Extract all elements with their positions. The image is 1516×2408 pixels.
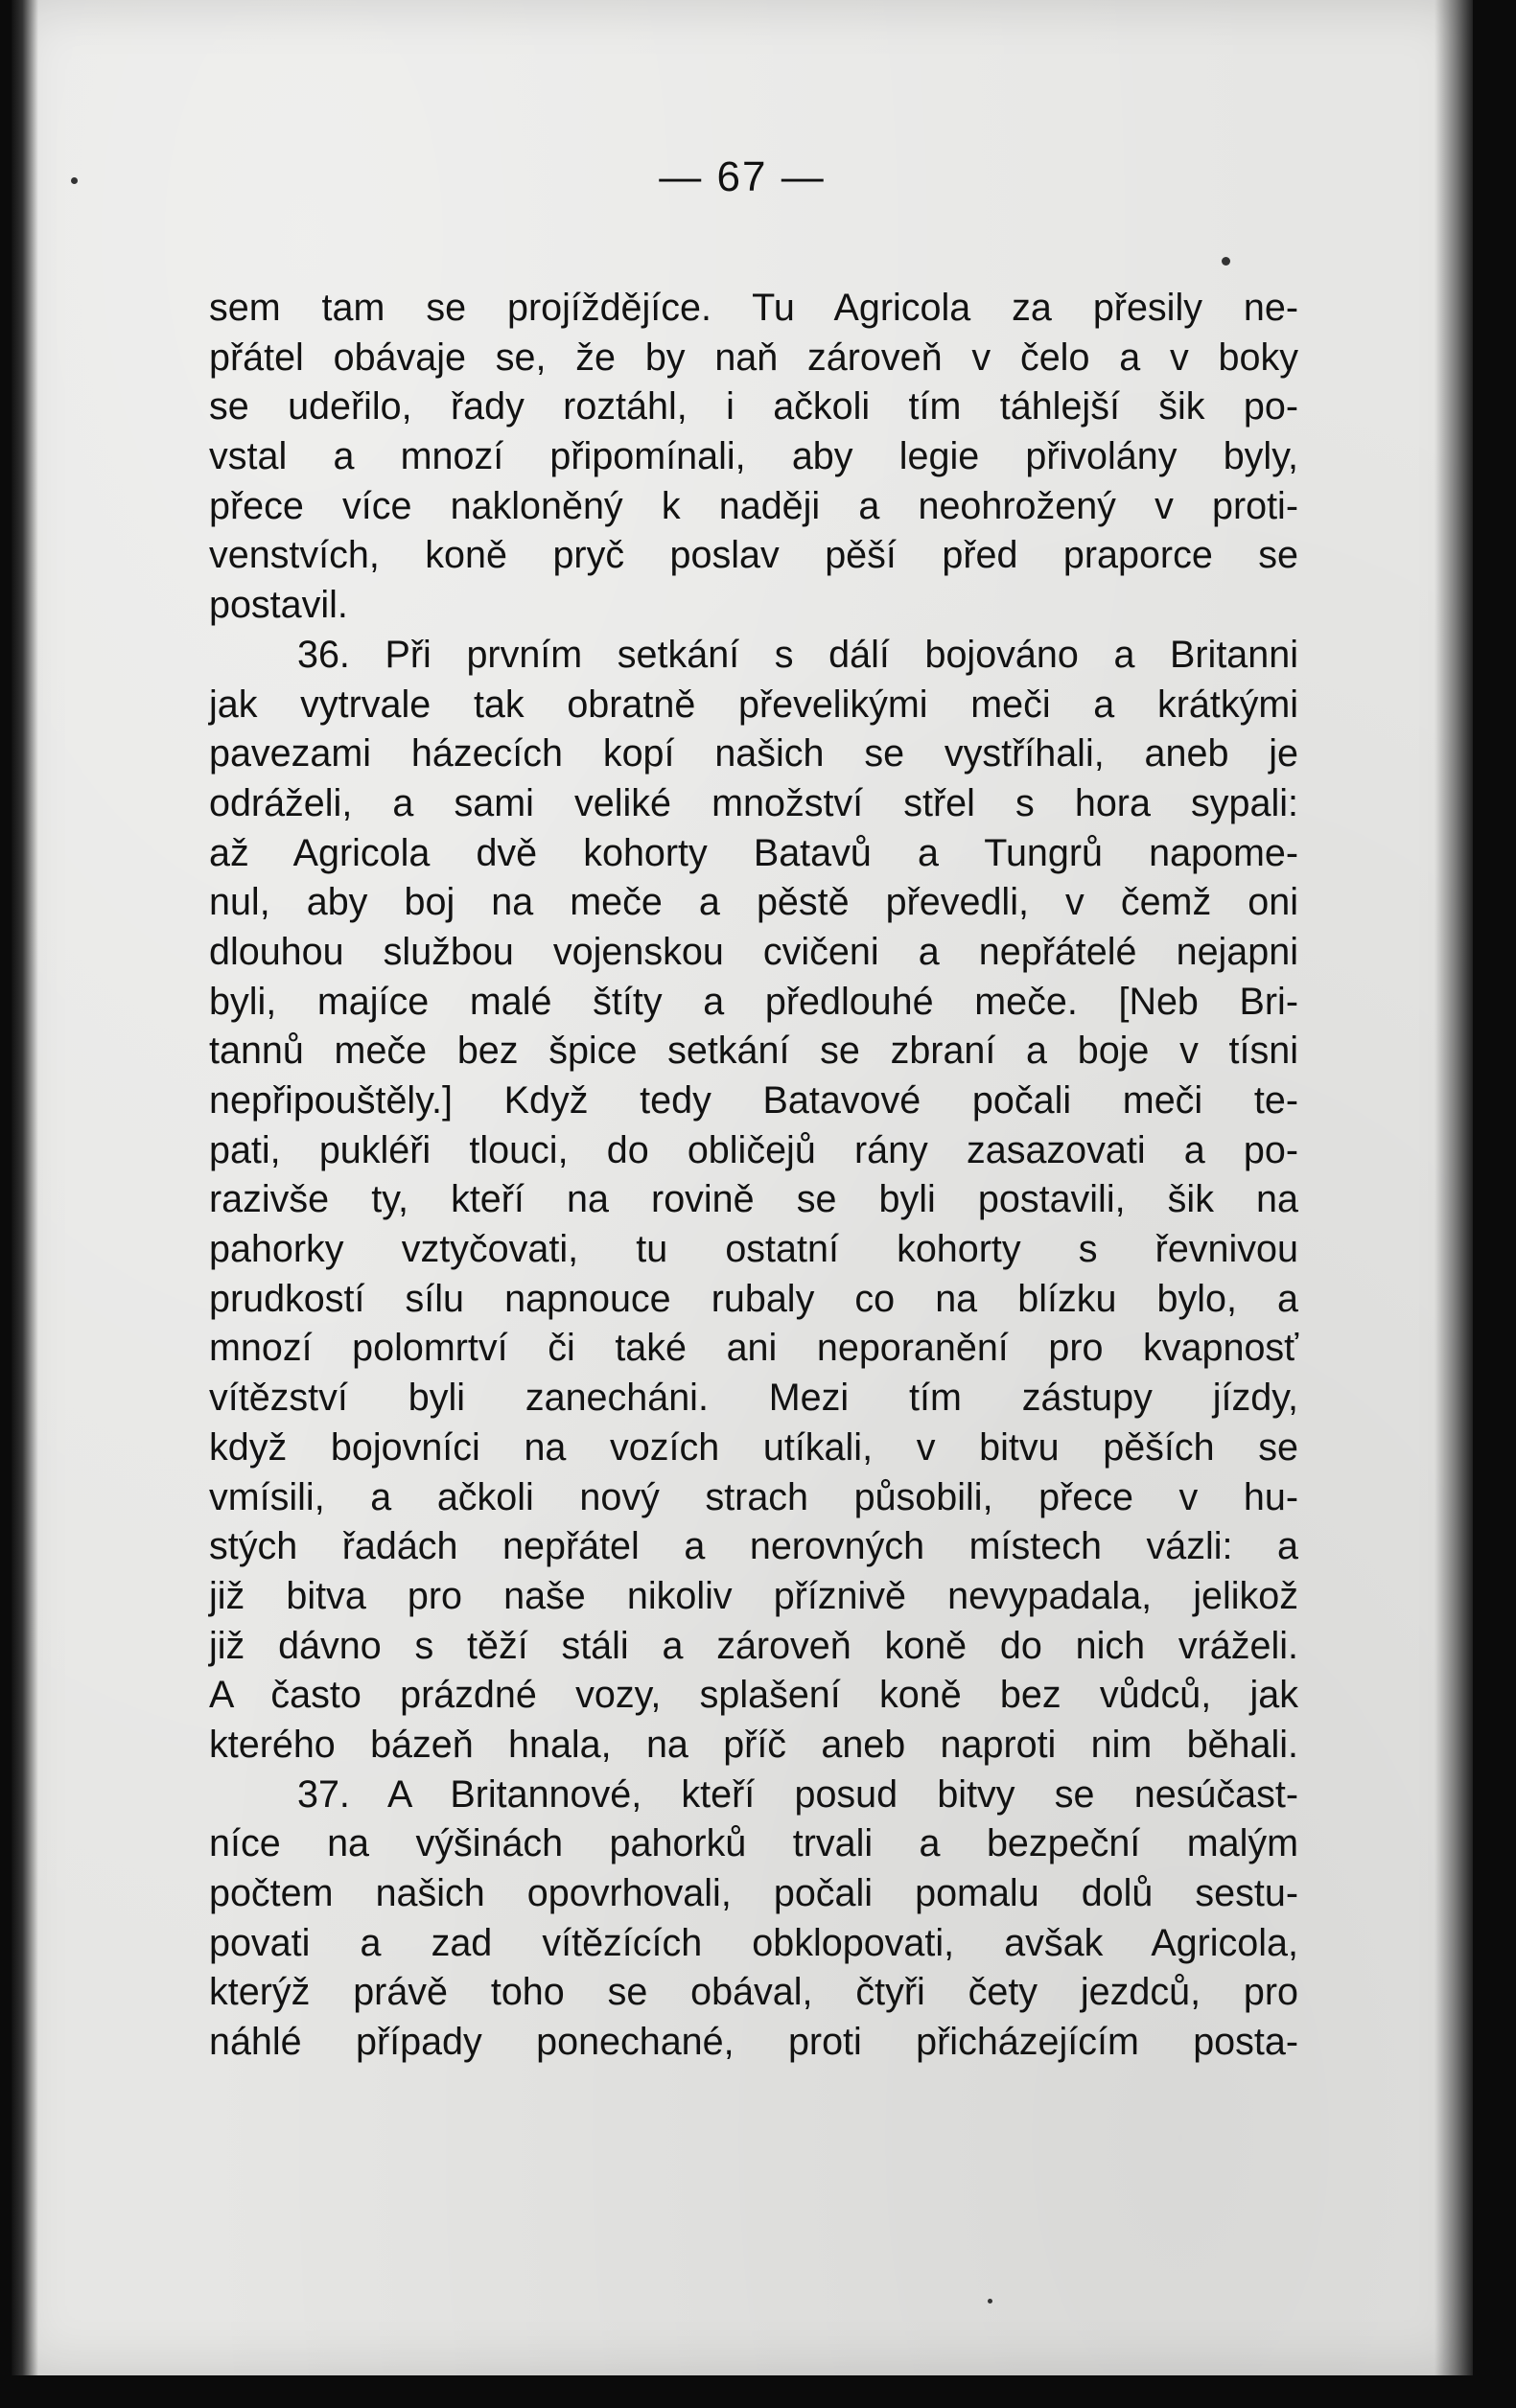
text-line: razivše ty, kteří na rovině se byli postavili, šik na [209,1178,1298,1221]
text-line: vmísili, a ačkoli nový strach působili, přece v hu- [209,1475,1298,1518]
text-line: nul, aby boj na meče a pěstě převedli, v čemž oni [209,881,1298,924]
text-line: venstvích, koně pryč poslav pěší před praporce se [209,534,1298,577]
text-line: náhlé případy ponechané, proti přicházejícím posta- [209,2021,1298,2064]
text-line: nepřipouštěly.] Když tedy Batavové počali meči te- [209,1079,1298,1122]
text-line: jak vytrvale tak obratně převelikými meči a krátkými [209,683,1298,726]
text-line: kterého bázeň hnala, na příč aneb naproti nim běhali. [209,1723,1298,1766]
body-text [209,284,1298,2068]
text-line: již bitva pro naše nikoliv příznivě nevypadala, jelikož [209,1574,1298,1617]
ink-speck [988,2299,992,2304]
text-line: se udeřilo, řady roztáhl, i ačkoli tím táhlejší šik po- [209,385,1298,428]
text-line: přátel obávaje se, že by naň zároveň v čelo a v boky [209,336,1298,379]
text-line: byli, majíce malé štíty a předlouhé meče. [Neb Bri- [209,980,1298,1023]
page-left-edge-shadow [12,0,38,2375]
text-line: až Agricola dvě kohorty Batavů a Tungrů napome- [209,831,1298,874]
text-line: 36. Při prvním setkání s dálí bojováno a Britanni [297,633,1298,676]
book-page [12,0,1473,2375]
page-right-edge-shadow [1434,0,1473,2375]
text-line: již dávno s těží stáli a zároveň koně do nich vráželi. [209,1624,1298,1667]
text-line: když bojovníci na vozích utíkali, v bitvu pěších se [209,1425,1298,1469]
page-number: — 67 — [659,153,826,200]
text-line: prudkostí sílu napnouce rubaly co na blízku bylo, a [209,1277,1298,1320]
text-line: vstal a mnozí připomínali, aby legie přivolány byly, [209,435,1298,478]
text-line: přece více nakloněný k naději a neohrožený v proti- [209,484,1298,527]
text-line: tannů meče bez špice setkání se zbraní a boje v tísni [209,1030,1298,1073]
text-line: A často prázdné vozy, splašení koně bez vůdců, jak [209,1674,1298,1717]
text-line: kterýž právě toho se obával, čtyři čety jezdců, pro [209,1971,1298,2014]
text-line: sem tam se projíždějíce. Tu Agricola za přesily ne- [209,287,1298,329]
text-line: stých řadách nepřátel a nerovných místech vázli: a [209,1525,1298,1568]
text-line: níce na výšinách pahorků trvali a bezpeční malým [209,1822,1298,1865]
text-line: pahorky vztyčovati, tu ostatní kohorty s řevnivou [209,1228,1298,1271]
ink-speck [1222,257,1230,266]
text-line: vítězství byli zanecháni. Mezi tím zástupy jízdy, [209,1377,1298,1420]
text-line: odráželi, a sami veliké množství střel s hora sypali: [209,781,1298,824]
text-line: 37. A Britannové, kteří posud bitvy se nesúčast- [297,1772,1298,1816]
text-line: postavil. [209,584,348,627]
text-line: pati, pukléři tlouci, do obličejů rány zasazovati a po- [209,1128,1298,1171]
text-line: mnozí polomrtví či také ani neporanění pro kvapnosť [209,1327,1298,1370]
text-line: povati a zad vítězících obklopovati, avšak Agricola, [209,1921,1298,1964]
text-line: počtem našich opovrhovali, počali pomalu dolů sestu- [209,1872,1298,1914]
text-line: dlouhou službou vojenskou cvičeni a nepřátelé nejapni [209,930,1298,973]
text-line: pavezami házecích kopí našich se vystříhali, aneb je [209,732,1298,776]
